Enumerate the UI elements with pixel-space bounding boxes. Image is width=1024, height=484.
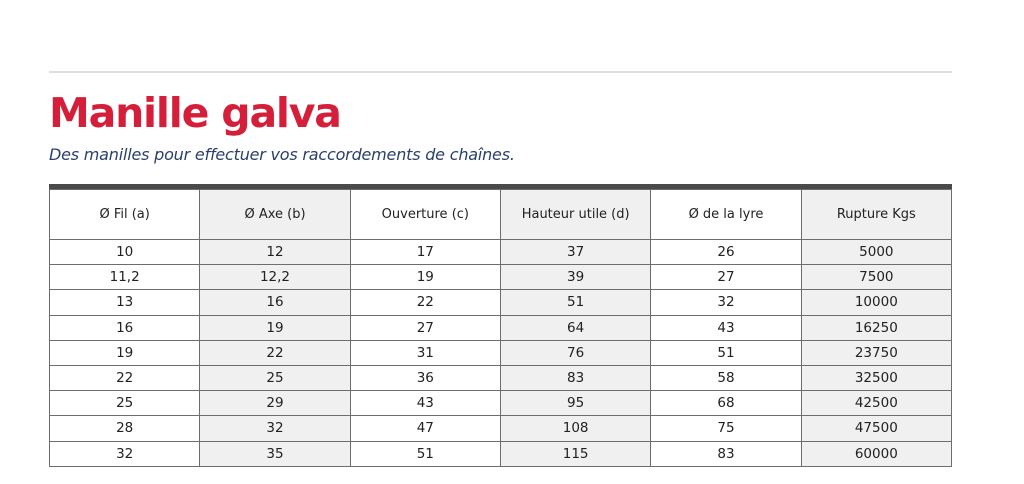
table-row	[50, 441, 952, 466]
cell-ouverture: 47	[350, 416, 500, 441]
cell-lyre: 68	[651, 391, 801, 416]
cell-fil: 10	[50, 240, 200, 265]
table-row	[50, 340, 952, 365]
cell-rupture: 10000	[801, 290, 951, 315]
cell-axe: 16	[200, 290, 350, 315]
header-lyre: Ø de la lyre	[651, 190, 801, 240]
cell-lyre: 43	[651, 315, 801, 340]
table-row	[50, 391, 952, 416]
cell-fil: 11,2	[50, 265, 200, 290]
cell-fil: 32	[50, 441, 200, 466]
cell-axe: 12	[200, 240, 350, 265]
cell-axe: 25	[200, 365, 350, 390]
header-ouverture: Ouverture (c)	[350, 190, 500, 240]
cell-fil: 19	[50, 340, 200, 365]
header-fil: Ø Fil (a)	[50, 190, 200, 240]
cell-rupture: 5000	[801, 240, 951, 265]
cell-hauteur-utile: 64	[500, 315, 650, 340]
table-row	[50, 290, 952, 315]
cell-hauteur-utile: 83	[500, 365, 650, 390]
cell-hauteur-utile: 37	[500, 240, 650, 265]
cell-ouverture: 27	[350, 315, 500, 340]
cell-hauteur-utile: 39	[500, 265, 650, 290]
table-row	[50, 416, 952, 441]
cell-rupture: 60000	[801, 441, 951, 466]
cell-rupture: 47500	[801, 416, 951, 441]
cell-fil: 16	[50, 315, 200, 340]
cell-hauteur-utile: 115	[500, 441, 650, 466]
cell-fil: 28	[50, 416, 200, 441]
cell-axe: 35	[200, 441, 350, 466]
cell-hauteur-utile: 95	[500, 391, 650, 416]
cell-ouverture: 22	[350, 290, 500, 315]
cell-rupture: 16250	[801, 315, 951, 340]
cell-lyre: 58	[651, 365, 801, 390]
table-row	[50, 240, 952, 265]
cell-axe: 29	[200, 391, 350, 416]
cell-rupture: 23750	[801, 340, 951, 365]
cell-rupture: 42500	[801, 391, 951, 416]
cell-lyre: 26	[651, 240, 801, 265]
cell-ouverture: 36	[350, 365, 500, 390]
table-row	[50, 365, 952, 390]
cell-fil: 25	[50, 391, 200, 416]
cell-ouverture: 19	[350, 265, 500, 290]
cell-rupture: 7500	[801, 265, 951, 290]
table-header-row	[50, 190, 952, 240]
cell-lyre: 27	[651, 265, 801, 290]
cell-lyre: 32	[651, 290, 801, 315]
cell-fil: 22	[50, 365, 200, 390]
cell-lyre: 75	[651, 416, 801, 441]
header-axe: Ø Axe (b)	[200, 190, 350, 240]
cell-axe: 12,2	[200, 265, 350, 290]
page-title: Manille galva	[49, 89, 341, 137]
cell-lyre: 83	[651, 441, 801, 466]
table-body	[50, 240, 952, 467]
cell-rupture: 32500	[801, 365, 951, 390]
table-row	[50, 265, 952, 290]
top-divider	[49, 71, 952, 73]
specs-table-container	[49, 184, 952, 467]
cell-hauteur-utile: 108	[500, 416, 650, 441]
page-subtitle: Des manilles pour effectuer vos raccordements de chaînes.	[49, 145, 515, 164]
cell-axe: 32	[200, 416, 350, 441]
cell-hauteur-utile: 51	[500, 290, 650, 315]
cell-axe: 22	[200, 340, 350, 365]
cell-hauteur-utile: 76	[500, 340, 650, 365]
cell-axe: 19	[200, 315, 350, 340]
header-hauteur-utile: Hauteur utile (d)	[500, 190, 650, 240]
cell-ouverture: 51	[350, 441, 500, 466]
header-rupture: Rupture Kgs	[801, 190, 951, 240]
cell-fil: 13	[50, 290, 200, 315]
specs-table	[49, 189, 952, 467]
table-row	[50, 315, 952, 340]
cell-ouverture: 43	[350, 391, 500, 416]
cell-ouverture: 31	[350, 340, 500, 365]
cell-lyre: 51	[651, 340, 801, 365]
cell-ouverture: 17	[350, 240, 500, 265]
